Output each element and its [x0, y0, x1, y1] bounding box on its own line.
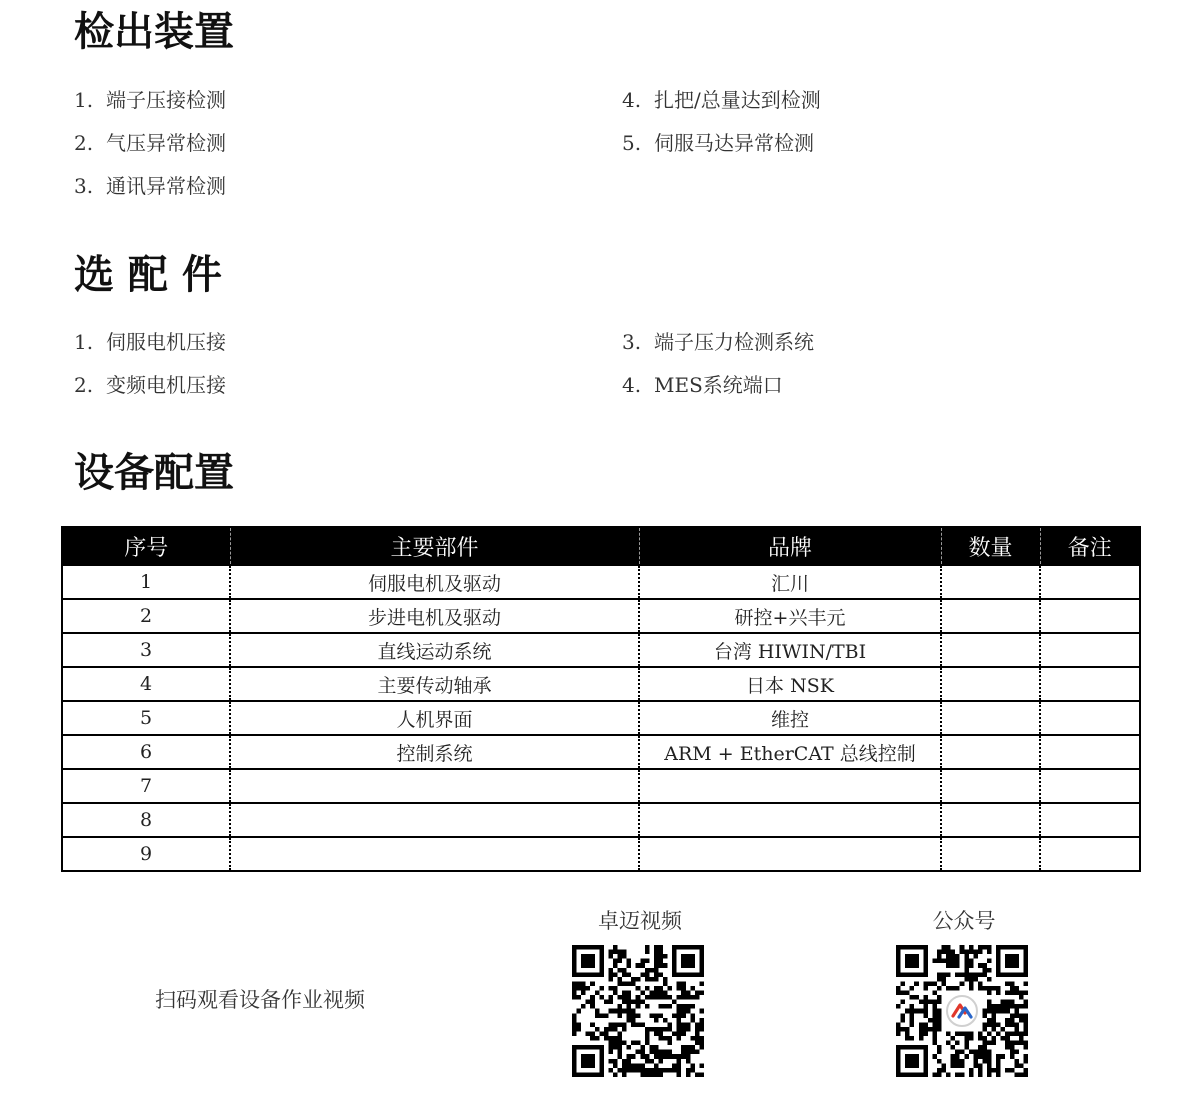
cell-brand: 维控 [639, 701, 941, 735]
cell-index: 9 [62, 837, 230, 871]
table-row [62, 701, 1140, 735]
column-header-quantity: 数量 [941, 527, 1040, 565]
cell-remarks [1040, 565, 1140, 599]
column-header-component: 主要部件 [230, 527, 639, 565]
cell-component: 控制系统 [230, 735, 639, 769]
item-label: 气压异常检测 [106, 131, 226, 155]
cell-quantity [941, 769, 1040, 803]
cell-component: 人机界面 [230, 701, 639, 735]
cell-component [230, 803, 639, 837]
cell-remarks [1040, 599, 1140, 633]
table-body [62, 565, 1140, 871]
cell-brand [639, 803, 941, 837]
cell-index: 1 [62, 565, 230, 599]
scan-caption: 扫码观看设备作业视频 [155, 988, 365, 1012]
cell-remarks [1040, 701, 1140, 735]
item-number: 1. [74, 330, 94, 354]
table-row [62, 803, 1140, 837]
list-item [74, 176, 226, 196]
cell-brand: 汇川 [639, 565, 941, 599]
cell-component: 主要传动轴承 [230, 667, 639, 701]
item-label: 伺服电机压接 [106, 330, 226, 354]
cell-quantity [941, 735, 1040, 769]
cell-index: 3 [62, 633, 230, 667]
item-label: 通讯异常检测 [106, 174, 226, 198]
item-number: 4. [622, 373, 642, 397]
table-row [62, 599, 1140, 633]
qr-video-icon [572, 945, 704, 1077]
cell-component: 步进电机及驱动 [230, 599, 639, 633]
cell-quantity [941, 701, 1040, 735]
cell-remarks [1040, 667, 1140, 701]
column-header-remarks: 备注 [1040, 527, 1140, 565]
cell-quantity [941, 599, 1040, 633]
column-header-brand: 品牌 [639, 527, 941, 565]
item-number: 2. [74, 131, 94, 155]
brand-logo-icon [946, 995, 978, 1027]
list-item [622, 375, 783, 395]
cell-component: 伺服电机及驱动 [230, 565, 639, 599]
cell-component: 直线运动系统 [230, 633, 639, 667]
cell-remarks [1040, 837, 1140, 871]
list-item [74, 332, 226, 352]
cell-remarks [1040, 735, 1140, 769]
cell-index: 2 [62, 599, 230, 633]
cell-brand: 台湾 HIWIN/TBI [639, 633, 941, 667]
table-row [62, 769, 1140, 803]
cell-quantity [941, 565, 1040, 599]
item-number: 1. [74, 88, 94, 112]
section-title-options: 选 配 件 [74, 252, 222, 298]
item-label: 伺服马达异常检测 [654, 131, 814, 155]
table-row [62, 565, 1140, 599]
cell-remarks [1040, 803, 1140, 837]
list-item [622, 332, 814, 352]
table-row [62, 837, 1140, 871]
item-label: MES系统端口 [654, 373, 783, 397]
qr-video-label: 卓迈视频 [598, 909, 682, 933]
cell-remarks [1040, 769, 1140, 803]
table-row [62, 667, 1140, 701]
qr-code-video[interactable] [572, 945, 704, 1077]
list-item [622, 90, 821, 110]
list-item [622, 133, 814, 153]
cell-brand [639, 769, 941, 803]
table-row [62, 735, 1140, 769]
cell-quantity [941, 803, 1040, 837]
qr-code-account[interactable] [896, 945, 1028, 1077]
cell-index: 7 [62, 769, 230, 803]
table-header-row [62, 527, 1140, 565]
list-item [74, 90, 226, 110]
cell-component [230, 837, 639, 871]
cell-quantity [941, 667, 1040, 701]
qr-account-label: 公众号 [932, 909, 996, 933]
item-number: 2. [74, 373, 94, 397]
item-label: 变频电机压接 [106, 373, 226, 397]
cell-quantity [941, 633, 1040, 667]
cell-brand: 日本 NSK [639, 667, 941, 701]
item-number: 4. [622, 88, 642, 112]
item-label: 扎把/总量达到检测 [654, 88, 821, 112]
cell-index: 6 [62, 735, 230, 769]
config-table [61, 526, 1141, 872]
table-row [62, 633, 1140, 667]
item-label: 端子压力检测系统 [654, 330, 814, 354]
cell-quantity [941, 837, 1040, 871]
list-item [74, 375, 226, 395]
column-header-index: 序号 [62, 527, 230, 565]
cell-brand: 研控+兴丰元 [639, 599, 941, 633]
item-number: 5. [622, 131, 642, 155]
cell-index: 8 [62, 803, 230, 837]
cell-index: 4 [62, 667, 230, 701]
section-title-config: 设备配置 [74, 450, 234, 496]
cell-component [230, 769, 639, 803]
item-label: 端子压接检测 [106, 88, 226, 112]
cell-brand [639, 837, 941, 871]
cell-brand: ARM + EtherCAT 总线控制 [639, 735, 941, 769]
item-number: 3. [74, 174, 94, 198]
list-item [74, 133, 226, 153]
cell-remarks [1040, 633, 1140, 667]
cell-index: 5 [62, 701, 230, 735]
item-number: 3. [622, 330, 642, 354]
section-title-detection: 检出装置 [74, 9, 234, 55]
